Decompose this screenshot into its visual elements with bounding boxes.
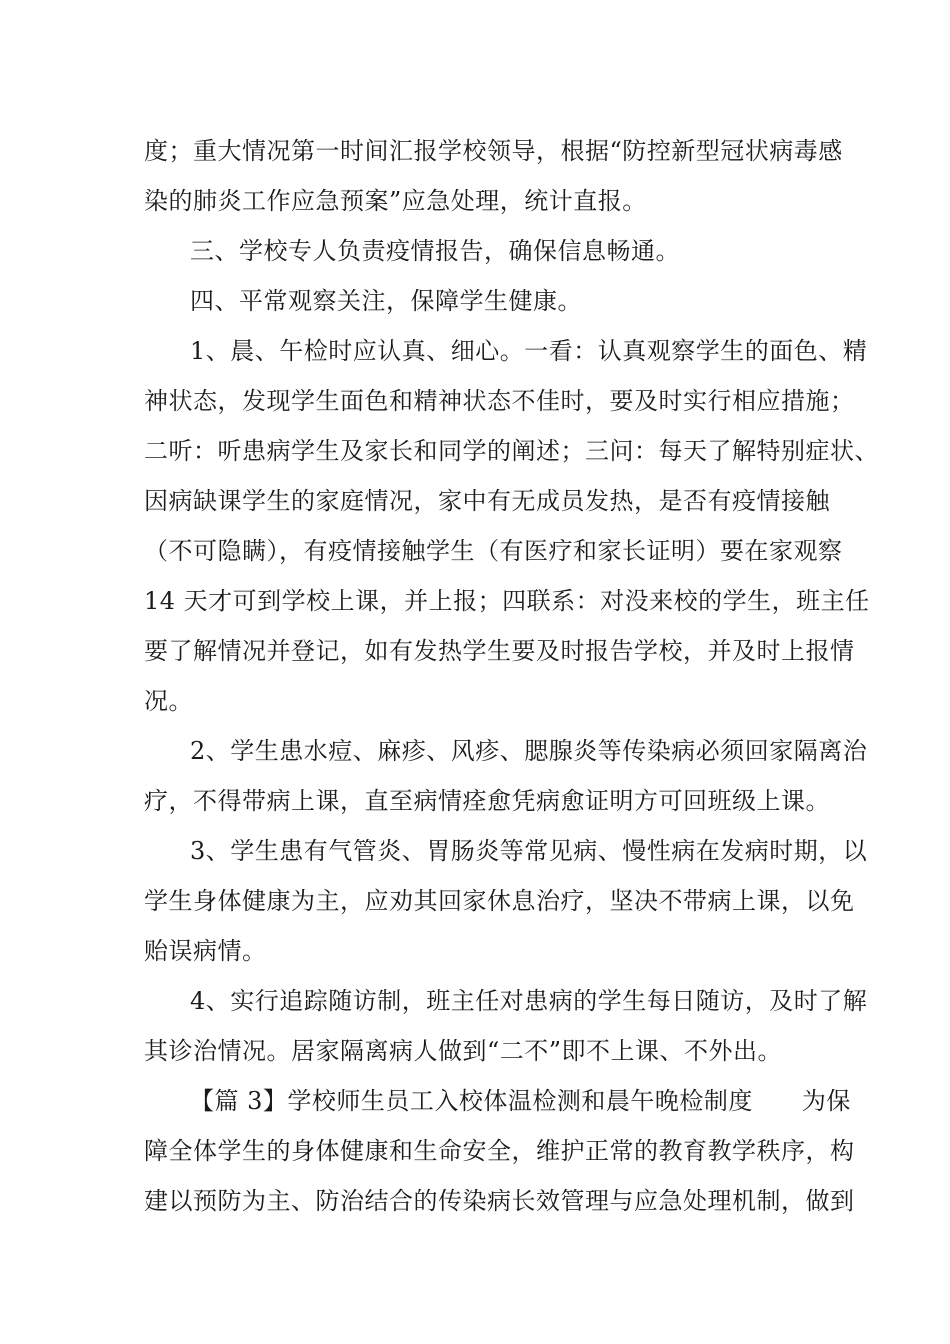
text-line: 因病缺课学生的家庭情况，家中有无成员发热，是否有疫情接触 bbox=[144, 487, 830, 515]
text-line: 14 天才可到学校上课，并上报；四联系：对没来校的学生，班主任 bbox=[144, 587, 870, 615]
text-line: 障全体学生的身体健康和生命安全，维护正常的教育教学秩序，构 bbox=[144, 1137, 855, 1165]
text-line: 1、晨、午检时应认真、细心。一看：认真观察学生的面色、精 bbox=[190, 337, 868, 365]
text-line: 三、学校专人负责疫情报告，确保信息畅通。 bbox=[190, 237, 680, 265]
text-line: 2、学生患水痘、麻疹、风疹、腮腺炎等传染病必须回家隔离治 bbox=[190, 737, 868, 765]
text-line: 四、平常观察关注，保障学生健康。 bbox=[190, 287, 582, 315]
text-line: 【篇 3】学校师生员工入校体温检测和晨午晚检制度 为保 bbox=[190, 1087, 851, 1115]
text-line: 疗，不得带病上课，直至病情痊愈凭病愈证明方可回班级上课。 bbox=[144, 787, 830, 815]
text-line: 学生身体健康为主，应劝其回家休息治疗，坚决不带病上课，以免 bbox=[144, 887, 855, 915]
text-line: 况。 bbox=[144, 687, 193, 715]
text-line: （不可隐瞒），有疫情接触学生（有医疗和家长证明）要在家观察 bbox=[144, 537, 843, 565]
text-line: 神状态，发现学生面色和精神状态不佳时，要及时实行相应措施； bbox=[144, 387, 855, 415]
text-line: 要了解情况并登记，如有发热学生要及时报告学校，并及时上报情 bbox=[144, 637, 855, 665]
text-line: 4、实行追踪随访制，班主任对患病的学生每日随访，及时了解 bbox=[190, 987, 868, 1015]
text-line: 建以预防为主、防治结合的传染病长效管理与应急处理机制，做到 bbox=[144, 1187, 855, 1215]
text-line: 贻误病情。 bbox=[144, 937, 267, 965]
text-line: 二听：听患病学生及家长和同学的阐述；三问：每天了解特别症状、 bbox=[144, 437, 879, 465]
text-line: 度；重大情况第一时间汇报学校领导，根据“防控新型冠状病毒感 bbox=[144, 137, 843, 165]
text-line: 3、学生患有气管炎、胃肠炎等常见病、慢性病在发病时期，以 bbox=[190, 837, 868, 865]
text-line: 其诊治情况。居家隔离病人做到“二不”即不上课、不外出。 bbox=[144, 1037, 783, 1065]
text-line: 染的肺炎工作应急预案”应急处理，统计直报。 bbox=[144, 187, 647, 215]
